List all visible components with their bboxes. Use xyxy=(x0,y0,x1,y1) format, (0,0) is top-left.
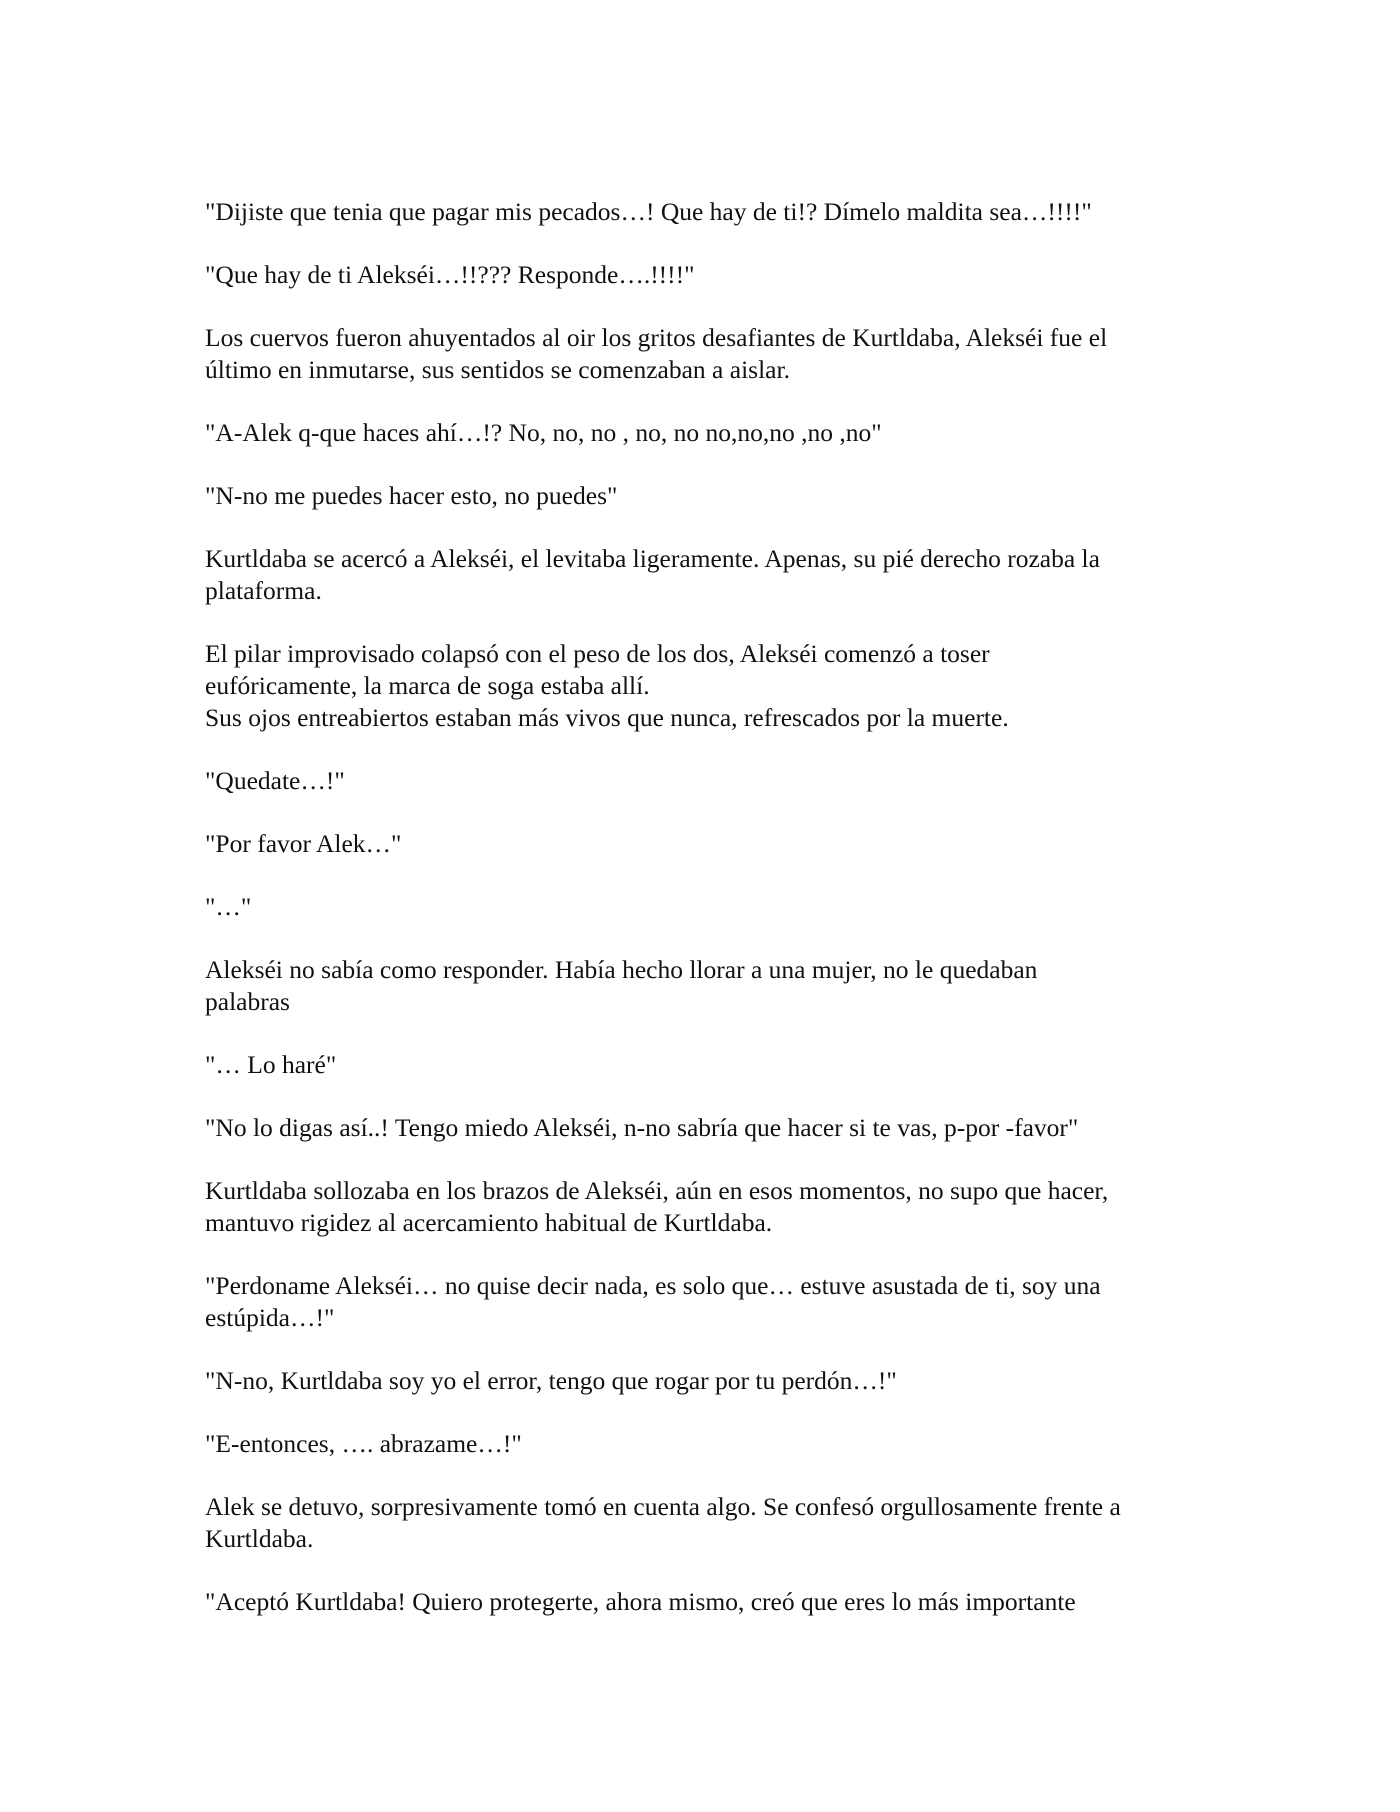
text-line: Alekséi no sabía como responder. Había hecho llorar a una mujer, no le quedaban xyxy=(205,955,1038,984)
text-line: Kurtldaba se acercó a Alekséi, el levitaba ligeramente. Apenas, su pié derecho rozaba la xyxy=(205,544,1100,573)
paragraph xyxy=(205,259,1205,291)
text-line: mantuvo rigidez al acercamiento habitual de Kurtldaba. xyxy=(205,1208,773,1237)
text-line: Sus ojos entreabiertos estaban más vivos que nunca, refrescados por la muerte. xyxy=(205,703,1009,732)
text-line: Kurtldaba sollozaba en los brazos de Alekséi, aún en esos momentos, no supo que hacer, xyxy=(205,1176,1109,1205)
paragraph xyxy=(205,1491,1205,1555)
paragraph xyxy=(205,891,1205,923)
paragraph xyxy=(205,1112,1205,1144)
paragraph xyxy=(205,543,1205,607)
text-line: El pilar improvisado colapsó con el peso de los dos, Alekséi comenzó a toser xyxy=(205,639,990,668)
text-line: eufóricamente, la marca de soga estaba allí. xyxy=(205,671,650,700)
text-line: Kurtldaba. xyxy=(205,1524,314,1553)
text-line: Alek se detuvo, sorpresivamente tomó en cuenta algo. Se confesó orgullosamente frente a xyxy=(205,1492,1121,1521)
paragraph xyxy=(205,322,1205,386)
paragraph xyxy=(205,954,1205,1018)
text-line: "Perdoname Alekséi… no quise decir nada, es solo que… estuve asustada de ti, soy una xyxy=(205,1271,1101,1300)
text-line: "Quedate…!" xyxy=(205,766,345,795)
paragraph xyxy=(205,196,1205,228)
text-line: "A-Alek q-que haces ahí…!? No, no, no , no, no no,no,no ,no ,no" xyxy=(205,418,882,447)
paragraph xyxy=(205,1175,1205,1239)
paragraph xyxy=(205,1049,1205,1081)
text-line: "Que hay de ti Alekséi…!!??? Responde….!!!!" xyxy=(205,260,695,289)
text-line: "N-no me puedes hacer esto, no puedes" xyxy=(205,481,618,510)
text-line: "…" xyxy=(205,892,252,921)
paragraph xyxy=(205,417,1205,449)
text-line: "E-entonces, …. abrazame…!" xyxy=(205,1429,522,1458)
text-line: estúpida…!" xyxy=(205,1303,335,1332)
text-line: Los cuervos fueron ahuyentados al oir los gritos desafiantes de Kurtldaba, Alekséi fue el xyxy=(205,323,1108,352)
text-line: "Por favor Alek…" xyxy=(205,829,402,858)
text-line: plataforma. xyxy=(205,576,322,605)
text-line: palabras xyxy=(205,987,290,1016)
paragraph xyxy=(205,638,1205,734)
text-line: último en inmutarse, sus sentidos se comenzaban a aislar. xyxy=(205,355,790,384)
paragraph xyxy=(205,828,1205,860)
document-body xyxy=(205,196,1205,1649)
paragraph xyxy=(205,1365,1205,1397)
paragraph xyxy=(205,1586,1205,1618)
text-line: "Aceptó Kurtldaba! Quiero protegerte, ahora mismo, creó que eres lo más importante xyxy=(205,1587,1076,1616)
paragraph xyxy=(205,765,1205,797)
text-line: "No lo digas así..! Tengo miedo Alekséi, n-no sabría que hacer si te vas, p-por -favor" xyxy=(205,1113,1079,1142)
text-line: "… Lo haré" xyxy=(205,1050,337,1079)
text-line: "N-no, Kurtldaba soy yo el error, tengo que rogar por tu perdón…!" xyxy=(205,1366,897,1395)
paragraph xyxy=(205,1428,1205,1460)
paragraph xyxy=(205,480,1205,512)
text-line: "Dijiste que tenia que pagar mis pecados…! Que hay de ti!? Dímelo maldita sea…!!!!" xyxy=(205,197,1092,226)
paragraph xyxy=(205,1270,1205,1334)
